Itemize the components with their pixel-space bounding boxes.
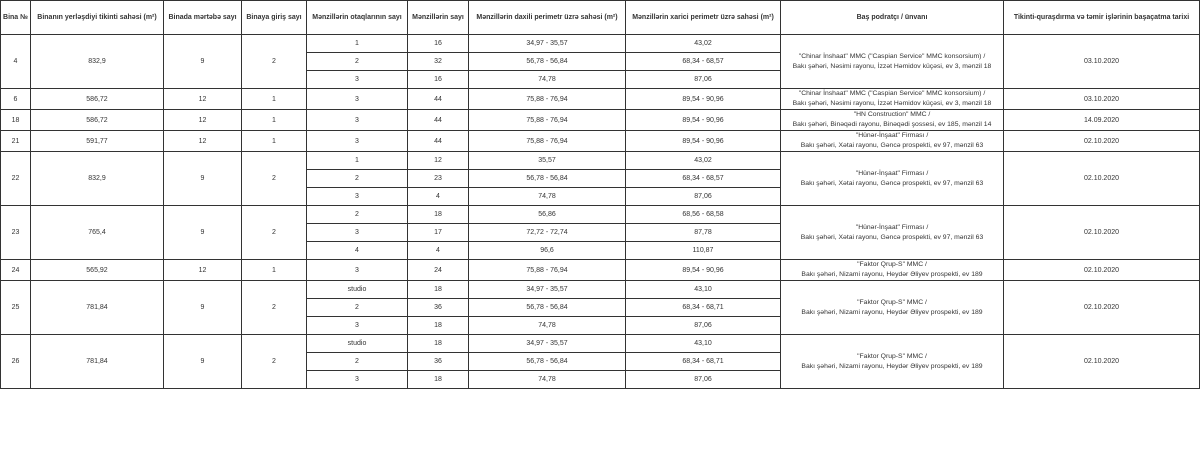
- outer-area-cell: 110,87: [626, 242, 781, 260]
- rooms-cell: 1: [307, 152, 408, 170]
- apartment-count-cell: 44: [408, 110, 469, 131]
- outer-area-cell: 87,78: [626, 224, 781, 242]
- table-row: [1, 335, 1200, 353]
- inner-area-cell: 56,78 - 56,84: [469, 53, 626, 71]
- apartment-count-cell: 36: [408, 353, 469, 371]
- floors-cell: 12: [164, 110, 242, 131]
- construction-area-cell: 586,72: [31, 110, 164, 131]
- building-no-cell: 24: [1, 260, 31, 281]
- outer-area-cell: 68,56 - 68,58: [626, 206, 781, 224]
- outer-area-cell: 68,34 - 68,57: [626, 53, 781, 71]
- rooms-cell: 3: [307, 188, 408, 206]
- outer-area-cell: 87,06: [626, 188, 781, 206]
- table-row: [1, 281, 1200, 299]
- outer-area-cell: 68,34 - 68,71: [626, 353, 781, 371]
- contractor-address: Bakı şəhəri, Xətai rayonu, Gəncə prospekti, ev 97, mənzil 63: [800, 142, 984, 149]
- building-no-cell: 25: [1, 281, 31, 335]
- inner-area-cell: 56,78 - 56,84: [469, 170, 626, 188]
- inner-area-cell: 56,78 - 56,84: [469, 353, 626, 371]
- rooms-cell: studio: [307, 281, 408, 299]
- contractor-address: Bakı şəhəri, Xətai rayonu, Gəncə prospekti, ev 97, mənzil 63: [800, 233, 984, 241]
- completion-date-cell: 02.10.2020: [1004, 260, 1200, 281]
- outer-area-cell: 87,06: [626, 71, 781, 89]
- rooms-cell: 2: [307, 299, 408, 317]
- outer-area-cell: 68,34 - 68,71: [626, 299, 781, 317]
- apartment-count-cell: 16: [408, 35, 469, 53]
- building-no-cell: 23: [1, 206, 31, 260]
- contractor-name: "Hünər-İnşaat" Firması /: [855, 132, 929, 139]
- entrances-cell: 1: [242, 131, 307, 152]
- contractor-cell: [781, 260, 1004, 281]
- header-floors: Binada mərtəbə sayı: [164, 1, 242, 35]
- table-row: [1, 260, 1200, 281]
- rooms-cell: studio: [307, 335, 408, 353]
- completion-date-cell: 03.10.2020: [1004, 89, 1200, 110]
- contractor-cell: [781, 89, 1004, 110]
- contractor-name: "Hünər-İnşaat" Firması /: [855, 223, 929, 231]
- rooms-cell: 2: [307, 353, 408, 371]
- construction-area-cell: 591,77: [31, 131, 164, 152]
- outer-area-cell: 68,34 - 68,57: [626, 170, 781, 188]
- completion-date-cell: 14.09.2020: [1004, 110, 1200, 131]
- building-no-cell: 21: [1, 131, 31, 152]
- header-completion-date: Tikinti-quraşdırma və təmir işlərinin başaçatma tarixi: [1004, 1, 1200, 35]
- outer-area-cell: 43,10: [626, 281, 781, 299]
- rooms-cell: 2: [307, 170, 408, 188]
- header-construction-area: Binanın yerləşdiyi tikinti sahəsi (m²): [31, 1, 164, 35]
- table-row: [1, 131, 1200, 152]
- outer-area-cell: 43,10: [626, 335, 781, 353]
- inner-area-cell: 75,88 - 76,94: [469, 89, 626, 110]
- apartment-count-cell: 4: [408, 242, 469, 260]
- floors-cell: 12: [164, 131, 242, 152]
- contractor-name: "Chinar İnshaat" MMC ("Caspian Service" MMC konsorsium) /: [798, 52, 986, 60]
- entrances-cell: 2: [242, 152, 307, 206]
- header-row: [1, 1, 1200, 35]
- contractor-cell: [781, 152, 1004, 206]
- inner-area-cell: 56,78 - 56,84: [469, 299, 626, 317]
- outer-area-cell: 89,54 - 90,96: [626, 110, 781, 131]
- table-row: [1, 110, 1200, 131]
- completion-date-cell: 02.10.2020: [1004, 206, 1200, 260]
- inner-area-cell: 35,57: [469, 152, 626, 170]
- contractor-address: Bakı şəhəri, Binəqədi rayonu, Binəqədi şossesi, ev 185, mənzil 14: [792, 121, 992, 128]
- outer-area-cell: 87,06: [626, 317, 781, 335]
- contractor-cell: [781, 281, 1004, 335]
- contractor-address: Bakı şəhəri, Nizami rayonu, Heydər Əliyev prospekti, ev 189: [801, 271, 983, 278]
- floors-cell: 9: [164, 152, 242, 206]
- outer-area-cell: 43,02: [626, 35, 781, 53]
- apartment-count-cell: 18: [408, 371, 469, 389]
- rooms-cell: 4: [307, 242, 408, 260]
- building-no-cell: 6: [1, 89, 31, 110]
- entrances-cell: 2: [242, 35, 307, 89]
- inner-area-cell: 74,78: [469, 371, 626, 389]
- header-apartment-count: Mənzillərin sayı: [408, 1, 469, 35]
- rooms-cell: 3: [307, 71, 408, 89]
- contractor-address: Bakı şəhəri, Nəsimi rayonu, İzzət Həmidov küçəsi, ev 3, mənzil 18: [792, 100, 992, 107]
- entrances-cell: 2: [242, 335, 307, 389]
- floors-cell: 12: [164, 260, 242, 281]
- apartment-count-cell: 36: [408, 299, 469, 317]
- rooms-cell: 3: [307, 131, 408, 152]
- table-row: [1, 35, 1200, 53]
- apartment-count-cell: 16: [408, 71, 469, 89]
- inner-area-cell: 34,97 - 35,57: [469, 35, 626, 53]
- outer-area-cell: 87,06: [626, 371, 781, 389]
- header-building-no: Bina №: [1, 1, 31, 35]
- inner-area-cell: 75,88 - 76,94: [469, 110, 626, 131]
- header-rooms: Mənzillərin otaqlarının sayı: [307, 1, 408, 35]
- header-inner-area: Mənzillərin daxili perimetr üzrə sahəsi (m²): [469, 1, 626, 35]
- inner-area-cell: 74,78: [469, 71, 626, 89]
- floors-cell: 9: [164, 335, 242, 389]
- construction-area-cell: 832,9: [31, 152, 164, 206]
- floors-cell: 9: [164, 35, 242, 89]
- contractor-cell: [781, 131, 1004, 152]
- apartment-count-cell: 18: [408, 317, 469, 335]
- entrances-cell: 2: [242, 281, 307, 335]
- inner-area-cell: 75,88 - 76,94: [469, 131, 626, 152]
- outer-area-cell: 89,54 - 90,96: [626, 131, 781, 152]
- inner-area-cell: 34,97 - 35,57: [469, 281, 626, 299]
- inner-area-cell: 74,78: [469, 317, 626, 335]
- contractor-name: "Faktor Qrup-S" MMC /: [857, 352, 927, 360]
- contractor-address: Bakı şəhəri, Nəsimi rayonu, İzzət Həmidov küçəsi, ev 3, mənzil 18: [792, 62, 992, 70]
- contractor-name: "HN Construction" MMC /: [853, 111, 931, 118]
- construction-area-cell: 565,92: [31, 260, 164, 281]
- rooms-cell: 2: [307, 206, 408, 224]
- construction-area-cell: 765,4: [31, 206, 164, 260]
- entrances-cell: 1: [242, 89, 307, 110]
- completion-date-cell: 03.10.2020: [1004, 35, 1200, 89]
- apartment-count-cell: 12: [408, 152, 469, 170]
- apartment-count-cell: 17: [408, 224, 469, 242]
- completion-date-cell: 02.10.2020: [1004, 335, 1200, 389]
- contractor-cell: [781, 110, 1004, 131]
- floors-cell: 12: [164, 89, 242, 110]
- inner-area-cell: 96,6: [469, 242, 626, 260]
- contractor-cell: [781, 206, 1004, 260]
- entrances-cell: 2: [242, 206, 307, 260]
- floors-cell: 9: [164, 281, 242, 335]
- apartment-count-cell: 18: [408, 335, 469, 353]
- completion-date-cell: 02.10.2020: [1004, 152, 1200, 206]
- inner-area-cell: 56,86: [469, 206, 626, 224]
- rooms-cell: 3: [307, 371, 408, 389]
- outer-area-cell: 89,54 - 90,96: [626, 89, 781, 110]
- header-entrances: Binaya giriş sayı: [242, 1, 307, 35]
- apartment-count-cell: 23: [408, 170, 469, 188]
- apartment-count-cell: 18: [408, 206, 469, 224]
- building-no-cell: 18: [1, 110, 31, 131]
- contractor-address: Bakı şəhəri, Xətai rayonu, Gəncə prospekti, ev 97, mənzil 63: [800, 179, 984, 187]
- apartment-count-cell: 24: [408, 260, 469, 281]
- table-row: [1, 89, 1200, 110]
- completion-date-cell: 02.10.2020: [1004, 281, 1200, 335]
- building-no-cell: 4: [1, 35, 31, 89]
- rooms-cell: 3: [307, 89, 408, 110]
- floors-cell: 9: [164, 206, 242, 260]
- apartment-count-cell: 18: [408, 281, 469, 299]
- rooms-cell: 1: [307, 35, 408, 53]
- building-no-cell: 22: [1, 152, 31, 206]
- inner-area-cell: 74,78: [469, 188, 626, 206]
- apartment-count-cell: 32: [408, 53, 469, 71]
- rooms-cell: 3: [307, 224, 408, 242]
- entrances-cell: 1: [242, 110, 307, 131]
- contractor-cell: [781, 335, 1004, 389]
- contractor-name: "Faktor Qrup-S" MMC /: [857, 261, 927, 268]
- contractor-name: "Chinar İnshaat" MMC ("Caspian Service" MMC konsorsium) /: [798, 90, 986, 97]
- construction-area-cell: 781,84: [31, 335, 164, 389]
- contractor-cell: [781, 35, 1004, 89]
- header-contractor: Baş podratçı / ünvanı: [781, 1, 1004, 35]
- outer-area-cell: 89,54 - 90,96: [626, 260, 781, 281]
- outer-area-cell: 43,02: [626, 152, 781, 170]
- table-row: [1, 206, 1200, 224]
- apartment-count-cell: 4: [408, 188, 469, 206]
- building-no-cell: 26: [1, 335, 31, 389]
- apartment-count-cell: 44: [408, 131, 469, 152]
- contractor-name: "Faktor Qrup-S" MMC /: [857, 298, 927, 306]
- inner-area-cell: 34,97 - 35,57: [469, 335, 626, 353]
- contractor-address: Bakı şəhəri, Nizami rayonu, Heydər Əliyev prospekti, ev 189: [801, 308, 983, 316]
- rooms-cell: 3: [307, 317, 408, 335]
- contractor-name: "Hünər-İnşaat" Firması /: [855, 169, 929, 177]
- table-body: [1, 35, 1200, 389]
- rooms-cell: 3: [307, 260, 408, 281]
- header-outer-area: Mənzillərin xarici perimetr üzrə sahəsi (m²): [626, 1, 781, 35]
- entrances-cell: 1: [242, 260, 307, 281]
- construction-area-cell: 832,9: [31, 35, 164, 89]
- construction-area-cell: 781,84: [31, 281, 164, 335]
- completion-date-cell: 02.10.2020: [1004, 131, 1200, 152]
- table-row: [1, 152, 1200, 170]
- rooms-cell: 2: [307, 53, 408, 71]
- construction-area-cell: 586,72: [31, 89, 164, 110]
- inner-area-cell: 75,88 - 76,94: [469, 260, 626, 281]
- contractor-address: Bakı şəhəri, Nizami rayonu, Heydər Əliyev prospekti, ev 189: [801, 362, 983, 370]
- rooms-cell: 3: [307, 110, 408, 131]
- inner-area-cell: 72,72 - 72,74: [469, 224, 626, 242]
- apartment-count-cell: 44: [408, 89, 469, 110]
